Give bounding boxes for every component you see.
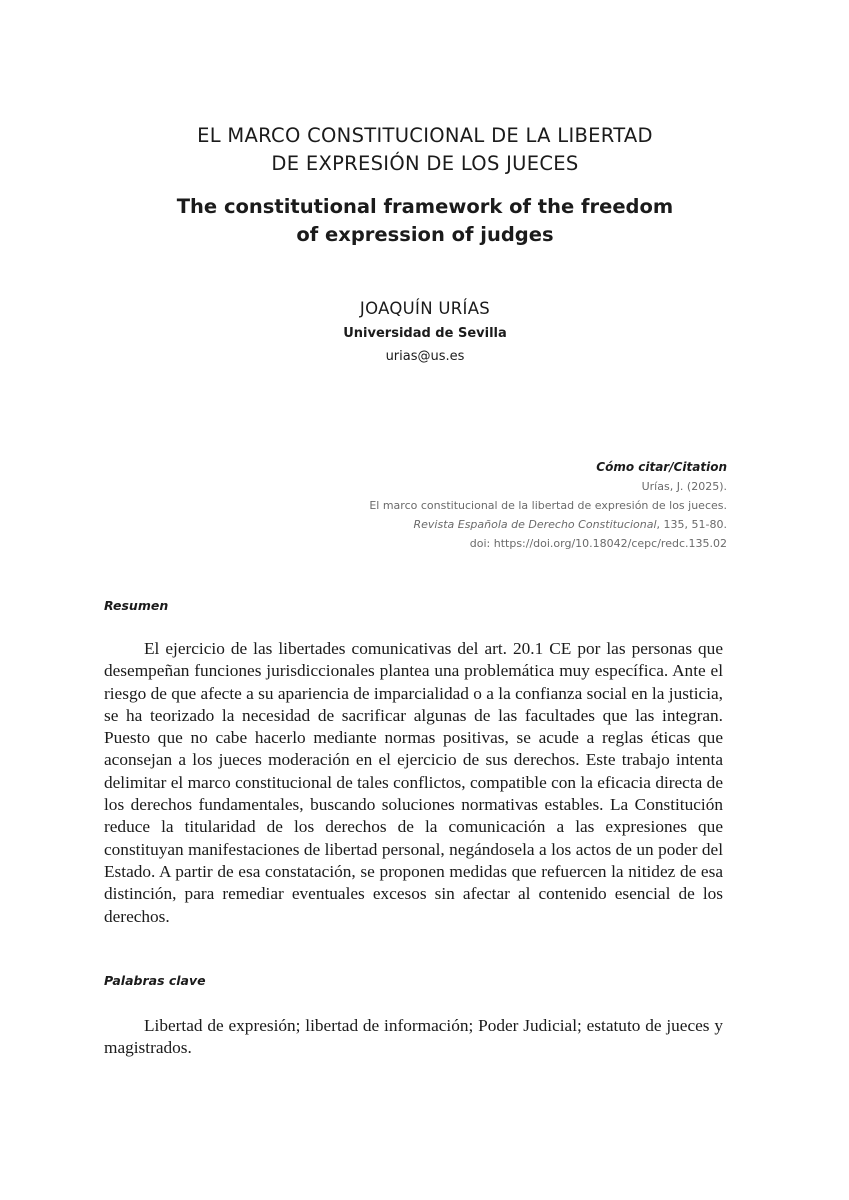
citation-journal-tail: , 135, 51-80.: [656, 518, 727, 531]
author-block: [200, 296, 650, 368]
abstract-text: El ejercicio de las libertades comunicativas del art. 20.1 CE por las personas que desempeñan funciones jurisdiccionales plantea una problemática muy específica. Ante el riesgo de que afecte a su apariencia de imparcialidad o a la confianza social en la justicia, se ha teorizado la necesidad de sacrificar algunas de las facultades que las integran. Puesto que no cabe hacerlo mediante normas positivas, se acude a reglas éticas que aconsejan a los jueces moderación en el ejercicio de sus derechos. Este trabajo intenta delimitar el marco constitucional de tales conflictos, compatible con la eficacia directa de los derechos fundamentales, buscando soluciones normativas estables. La Constitución reduce la titularidad de los derechos de la comunicación a las expresiones que constituyan manifestaciones de libertad personal, negándosela a los actos de un poder del Estado. A partir de esa constatación, se proponen medidas que refuercen la nitidez de esa distinción, para remediar eventuales excesos sin afectar al contenido esencial de los derechos.: [104, 639, 723, 926]
citation-line1: Urías, J. (2025).: [641, 480, 727, 493]
author-affiliation: Universidad de Sevilla: [343, 326, 507, 341]
citation-heading: Cómo citar/Citation: [596, 460, 727, 474]
title-spanish: [100, 122, 750, 178]
title-english-line1: The constitutional framework of the freedom: [176, 195, 674, 218]
title-english-line2: of expression of judges: [296, 223, 554, 246]
citation-journal: Revista Española de Derecho Constitucional: [413, 518, 657, 531]
keywords-label: Palabras clave: [104, 973, 206, 988]
author-name: JOAQUÍN URÍAS: [359, 299, 491, 318]
citation-doi[interactable]: doi: https://doi.org/10.18042/cepc/redc.135.02: [469, 537, 727, 550]
citation-line2: El marco constitucional de la libertad de expresión de los jueces.: [369, 499, 727, 512]
abstract-label: Resumen: [104, 598, 169, 613]
keywords-text: Libertad de expresión; libertad de información; Poder Judicial; estatuto de jueces y magistrados.: [104, 1016, 723, 1058]
author-email[interactable]: urias@us.es: [385, 349, 465, 364]
citation-block: [227, 457, 727, 553]
citation-journal-line: [227, 515, 727, 534]
title-english: [100, 193, 750, 249]
title-spanish-line1: EL MARCO CONSTITUCIONAL DE LA LIBERTAD: [197, 124, 653, 147]
title-spanish-line2: DE EXPRESIÓN DE LOS JUECES: [271, 152, 579, 175]
